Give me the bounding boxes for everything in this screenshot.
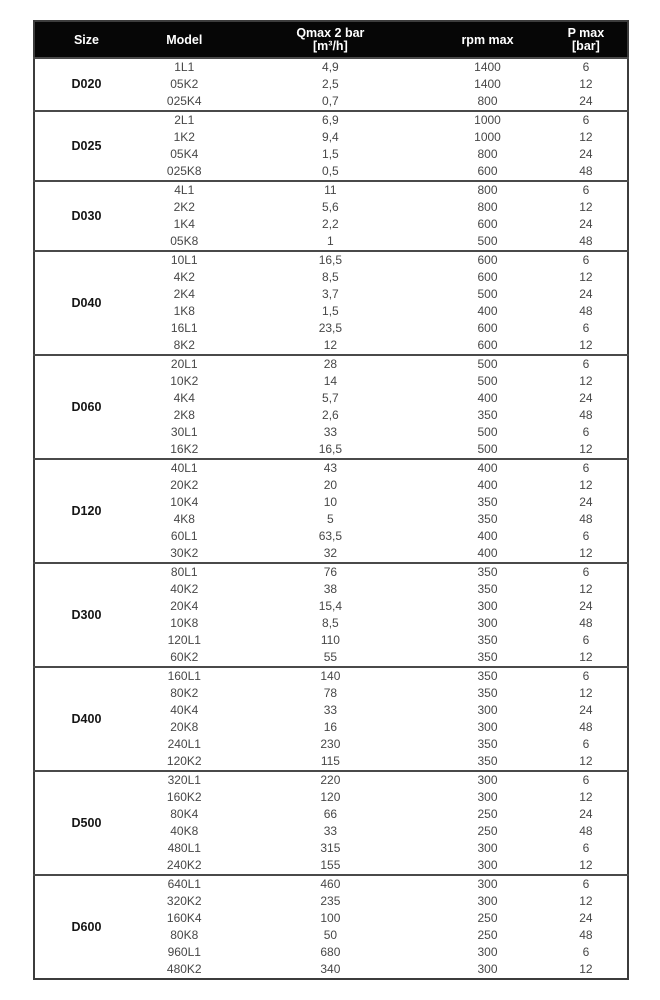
pmax-cell: 12 (579, 77, 593, 91)
qmax-cell: 12 (323, 338, 338, 352)
model-cell: 40K8 (170, 824, 199, 838)
qmax-cell: 23,5 (318, 321, 343, 335)
rpm-cell: 600 (477, 321, 498, 335)
qmax-cell: 9,4 (322, 130, 339, 144)
pmax-cell: 48 (579, 616, 593, 630)
model-cell: 05K2 (170, 77, 199, 91)
pmax-cell: 48 (579, 304, 593, 318)
rpm-cell: 250 (477, 911, 498, 925)
pmax-cell: 24 (579, 94, 593, 108)
rpm-cell: 300 (477, 841, 498, 855)
model-cell: 2K8 (173, 408, 195, 422)
rpm-cell: 350 (477, 633, 498, 647)
rpm-cell: 600 (477, 164, 498, 178)
pmax-cell: 24 (579, 807, 593, 821)
qmax-cell: 140 (320, 669, 341, 683)
pmax-cell: 6 (582, 113, 590, 127)
model-cell: 480L1 (167, 841, 201, 855)
qmax-cell: 155 (320, 858, 341, 872)
qmax-cell: 28 (323, 357, 338, 371)
pmax-cell: 12 (579, 650, 593, 664)
qmax-cell: 1,5 (322, 304, 339, 318)
model-cell: 20K2 (170, 478, 199, 492)
pmax-cell: 12 (579, 582, 593, 596)
model-cell: 40K4 (170, 703, 199, 717)
rpm-cell: 250 (477, 928, 498, 942)
model-cell: 20K4 (170, 599, 199, 613)
model-cell: 10L1 (170, 253, 198, 267)
model-cell: 320L1 (167, 773, 201, 787)
qmax-cell: 33 (323, 824, 338, 838)
rpm-cell: 800 (477, 200, 498, 214)
model-cell: 025K8 (166, 164, 202, 178)
rpm-cell: 600 (477, 338, 498, 352)
model-cell: 8K2 (173, 338, 195, 352)
size-group-d500 (34, 771, 628, 875)
rpm-cell: 350 (477, 737, 498, 751)
pmax-cell: 48 (579, 512, 593, 526)
table-row (34, 563, 628, 581)
pmax-cell: 48 (579, 824, 593, 838)
column-header-size (34, 21, 138, 58)
pmax-cell: 12 (579, 894, 593, 908)
qmax-cell: 4,9 (322, 60, 339, 74)
pmax-cell: 6 (582, 321, 590, 335)
rpm-cell: 400 (477, 529, 498, 543)
qmax-cell: 16 (323, 720, 338, 734)
model-cell: 1K8 (173, 304, 195, 318)
rpm-cell: 800 (477, 147, 498, 161)
column-header-unit: [m³/h] (313, 39, 348, 53)
pmax-cell: 24 (579, 147, 593, 161)
rpm-cell: 300 (477, 599, 498, 613)
qmax-cell: 2,6 (322, 408, 339, 422)
pmax-cell: 12 (579, 962, 593, 976)
model-cell: 4K4 (173, 391, 195, 405)
rpm-cell: 350 (477, 650, 498, 664)
size-cell: D500 (71, 815, 102, 830)
model-cell: 10K2 (170, 374, 199, 388)
model-cell: 20L1 (170, 357, 198, 371)
pmax-cell: 48 (579, 164, 593, 178)
rpm-cell: 300 (477, 616, 498, 630)
rpm-cell: 500 (477, 287, 498, 301)
table-row (34, 459, 628, 477)
rpm-cell: 300 (477, 790, 498, 804)
pmax-cell: 6 (582, 529, 590, 543)
rpm-cell: 1400 (474, 77, 501, 91)
model-cell: 320K2 (166, 894, 202, 908)
qmax-cell: 0,5 (322, 164, 339, 178)
model-cell: 80K4 (170, 807, 199, 821)
qmax-cell: 0,7 (322, 94, 339, 108)
rpm-cell: 350 (477, 686, 498, 700)
size-group-d040 (34, 251, 628, 355)
rpm-cell: 350 (477, 582, 498, 596)
rpm-cell: 300 (477, 703, 498, 717)
size-group-d025 (34, 111, 628, 181)
size-group-d120 (34, 459, 628, 563)
size-cell: D020 (71, 77, 102, 91)
qmax-cell: 55 (323, 650, 338, 664)
qmax-cell: 220 (320, 773, 341, 787)
pmax-cell: 6 (582, 357, 590, 371)
qmax-cell: 680 (320, 945, 341, 959)
model-cell: 1K2 (173, 130, 195, 144)
pmax-cell: 48 (579, 234, 593, 248)
model-cell: 80K8 (170, 928, 199, 942)
model-cell: 1K4 (173, 217, 195, 231)
rpm-cell: 500 (477, 425, 498, 439)
table-header (34, 21, 628, 58)
rpm-cell: 1000 (474, 113, 501, 127)
size-cell: D120 (71, 503, 102, 518)
qmax-cell: 33 (323, 703, 338, 717)
column-header-rpm (430, 21, 545, 58)
model-cell: 2L1 (174, 113, 195, 127)
pmax-cell: 12 (579, 790, 593, 804)
qmax-cell: 1,5 (322, 147, 339, 161)
qmax-cell: 315 (320, 841, 341, 855)
rpm-cell: 400 (477, 546, 498, 560)
column-header-label: Qmax 2 bar (296, 26, 365, 40)
qmax-cell: 2,2 (322, 217, 339, 231)
pmax-cell: 12 (579, 858, 593, 872)
qmax-cell: 460 (320, 877, 341, 891)
size-group-d030 (34, 181, 628, 251)
table-row (34, 355, 628, 373)
rpm-cell: 300 (477, 945, 498, 959)
qmax-cell: 120 (320, 790, 341, 804)
rpm-cell: 500 (477, 374, 498, 388)
qmax-cell: 5,6 (322, 200, 339, 214)
pmax-cell: 6 (582, 461, 590, 475)
rpm-cell: 250 (477, 807, 498, 821)
pmax-cell: 12 (579, 478, 593, 492)
pmax-cell: 6 (582, 425, 590, 439)
qmax-cell: 2,5 (322, 77, 339, 91)
column-header-label: P max (567, 26, 605, 40)
qmax-cell: 100 (320, 911, 341, 925)
pmax-cell: 6 (582, 60, 590, 74)
table-row (34, 58, 628, 76)
column-header-label: Size (73, 32, 99, 47)
model-cell: 30K2 (170, 546, 199, 560)
model-cell: 40L1 (170, 461, 198, 475)
model-cell: 4K2 (173, 270, 195, 284)
pmax-cell: 48 (579, 720, 593, 734)
qmax-cell: 6,9 (322, 113, 339, 127)
size-cell: D040 (71, 295, 102, 310)
size-group-d060 (34, 355, 628, 459)
header-row (34, 21, 628, 58)
pmax-cell: 24 (579, 391, 593, 405)
table-row (34, 667, 628, 685)
rpm-cell: 400 (477, 304, 498, 318)
model-cell: 4L1 (174, 183, 195, 197)
qmax-cell: 78 (323, 686, 338, 700)
qmax-cell: 235 (320, 894, 341, 908)
pmax-cell: 24 (579, 495, 593, 509)
size-cell: D300 (71, 607, 102, 622)
model-cell: 960L1 (167, 945, 201, 959)
model-cell: 160K4 (166, 911, 202, 925)
model-cell: 640L1 (167, 877, 201, 891)
column-header-model (138, 21, 231, 58)
model-cell: 16K2 (170, 442, 199, 456)
qmax-cell: 115 (320, 754, 340, 768)
rpm-cell: 400 (477, 461, 498, 475)
column-header-label: Model (166, 32, 203, 47)
model-cell: 160K2 (166, 790, 202, 804)
qmax-cell: 110 (320, 633, 340, 647)
column-header-label: rpm max (461, 32, 514, 47)
model-cell: 05K8 (170, 234, 199, 248)
qmax-cell: 66 (323, 807, 338, 821)
qmax-cell: 5 (327, 512, 334, 526)
model-cell: 60K2 (170, 650, 199, 664)
qmax-cell: 50 (323, 928, 338, 942)
rpm-cell: 400 (477, 391, 498, 405)
pmax-cell: 6 (582, 183, 590, 197)
rpm-cell: 600 (477, 270, 498, 284)
table-row (34, 251, 628, 269)
model-cell: 10K8 (170, 616, 199, 630)
pmax-cell: 12 (579, 374, 593, 388)
pmax-cell: 6 (582, 253, 590, 267)
model-cell: 240L1 (167, 737, 201, 751)
size-cell: D400 (71, 711, 102, 726)
qmax-cell: 63,5 (318, 529, 343, 543)
pmax-cell: 24 (579, 217, 593, 231)
size-cell: D025 (71, 138, 102, 153)
pmax-cell: 6 (582, 841, 590, 855)
rpm-cell: 600 (477, 217, 498, 231)
qmax-cell: 20 (323, 478, 338, 492)
model-cell: 80L1 (170, 565, 198, 579)
qmax-cell: 43 (323, 461, 338, 475)
model-cell: 40K2 (170, 582, 199, 596)
pmax-cell: 24 (579, 703, 593, 717)
rpm-cell: 350 (477, 669, 498, 683)
pmax-cell: 6 (582, 565, 590, 579)
rpm-cell: 300 (477, 720, 498, 734)
pmax-cell: 12 (579, 130, 593, 144)
qmax-cell: 8,5 (322, 616, 339, 630)
model-cell: 480K2 (166, 962, 202, 976)
rpm-cell: 800 (477, 94, 498, 108)
pmax-cell: 48 (579, 408, 593, 422)
pmax-cell: 12 (579, 442, 593, 456)
pmax-cell: 6 (582, 737, 590, 751)
pmax-cell: 24 (579, 599, 593, 613)
table-row (34, 111, 628, 129)
model-cell: 30L1 (170, 425, 198, 439)
column-header-pmax (545, 21, 628, 58)
qmax-cell: 76 (323, 565, 338, 579)
qmax-cell: 32 (323, 546, 338, 560)
size-cell: D030 (71, 208, 102, 223)
rpm-cell: 400 (477, 478, 498, 492)
pmax-cell: 6 (582, 877, 590, 891)
rpm-cell: 300 (477, 877, 498, 891)
qmax-cell: 3,7 (322, 287, 339, 301)
model-cell: 10K4 (170, 495, 199, 509)
rpm-cell: 300 (477, 962, 498, 976)
model-cell: 120K2 (166, 754, 202, 768)
pump-specs-table (33, 20, 629, 980)
qmax-cell: 16,5 (318, 442, 343, 456)
pmax-cell: 12 (579, 546, 593, 560)
pmax-cell: 6 (582, 633, 590, 647)
size-cell: D600 (71, 919, 102, 934)
rpm-cell: 350 (477, 408, 498, 422)
qmax-cell: 38 (323, 582, 338, 596)
rpm-cell: 300 (477, 894, 498, 908)
model-cell: 2K4 (173, 287, 195, 301)
size-group-d600 (34, 875, 628, 979)
model-cell: 160L1 (167, 669, 201, 683)
qmax-cell: 11 (324, 183, 337, 197)
size-group-d020 (34, 58, 628, 111)
model-cell: 1L1 (174, 60, 195, 74)
rpm-cell: 600 (477, 253, 498, 267)
size-cell: D060 (71, 399, 102, 414)
qmax-cell: 15,4 (318, 599, 343, 613)
qmax-cell: 1 (327, 234, 334, 248)
model-cell: 4K8 (173, 512, 195, 526)
rpm-cell: 300 (477, 858, 498, 872)
pmax-cell: 24 (579, 287, 593, 301)
table-row (34, 181, 628, 199)
model-cell: 120L1 (167, 633, 201, 647)
model-cell: 20K8 (170, 720, 199, 734)
pmax-cell: 12 (579, 200, 593, 214)
pmax-cell: 48 (579, 928, 593, 942)
rpm-cell: 350 (477, 565, 498, 579)
pmax-cell: 12 (579, 754, 593, 768)
column-header-qmax (231, 21, 431, 58)
rpm-cell: 500 (477, 234, 498, 248)
qmax-cell: 10 (323, 495, 338, 509)
rpm-cell: 350 (477, 754, 498, 768)
table-row (34, 771, 628, 789)
model-cell: 60L1 (170, 529, 198, 543)
rpm-cell: 500 (477, 442, 498, 456)
rpm-cell: 1000 (474, 130, 501, 144)
qmax-cell: 16,5 (318, 253, 343, 267)
table-row (34, 875, 628, 893)
rpm-cell: 300 (477, 773, 498, 787)
pmax-cell: 24 (579, 911, 593, 925)
rpm-cell: 350 (477, 495, 498, 509)
rpm-cell: 350 (477, 512, 498, 526)
rpm-cell: 250 (477, 824, 498, 838)
pmax-cell: 6 (582, 669, 590, 683)
qmax-cell: 5,7 (322, 391, 339, 405)
pmax-cell: 12 (579, 338, 593, 352)
qmax-cell: 340 (320, 962, 341, 976)
pmax-cell: 12 (579, 686, 593, 700)
rpm-cell: 1400 (474, 60, 501, 74)
qmax-cell: 8,5 (322, 270, 339, 284)
pmax-cell: 12 (579, 270, 593, 284)
size-group-d400 (34, 667, 628, 771)
model-cell: 240K2 (166, 858, 202, 872)
qmax-cell: 230 (320, 737, 341, 751)
rpm-cell: 800 (477, 183, 498, 197)
model-cell: 80K2 (170, 686, 199, 700)
size-group-d300 (34, 563, 628, 667)
pmax-cell: 6 (582, 945, 590, 959)
qmax-cell: 14 (323, 374, 338, 388)
column-header-unit: [bar] (572, 39, 600, 53)
pmax-cell: 6 (582, 773, 590, 787)
qmax-cell: 33 (323, 425, 338, 439)
model-cell: 025K4 (166, 94, 202, 108)
model-cell: 2K2 (173, 200, 195, 214)
rpm-cell: 500 (477, 357, 498, 371)
model-cell: 05K4 (170, 147, 199, 161)
model-cell: 16L1 (170, 321, 198, 335)
